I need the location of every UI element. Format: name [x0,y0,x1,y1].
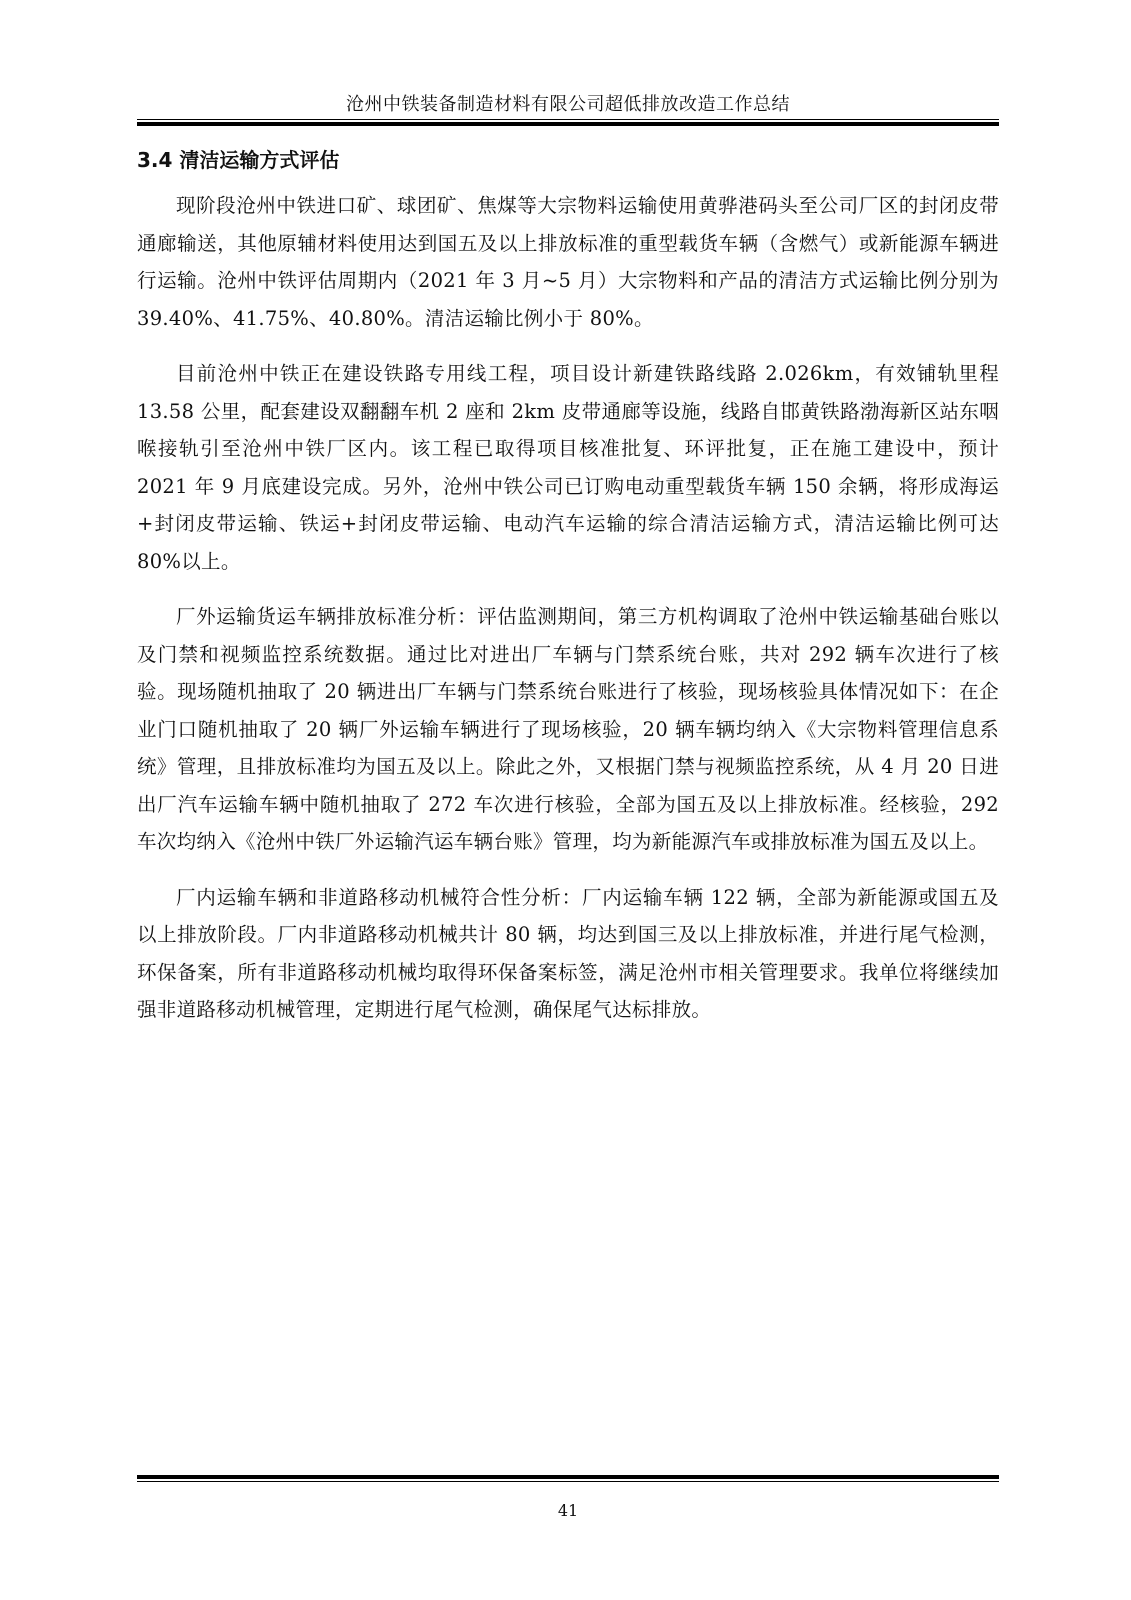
page-header: 沧州中铁装备制造材料有限公司超低排放改造工作总结 [346,94,790,115]
page-number: 41 [557,1501,579,1520]
header-rule-thick [137,122,999,126]
body-text [137,187,999,1047]
paragraph-railway-project: 目前沧州中铁正在建设铁路专用线工程，项目设计新建铁路线路 2.026km，有效铺轨里程 13.58 公里，配套建设双翻翻车机 2 座和 2km 皮带通廊等设施，线路自邯黄铁路渤海新区站东咽喉接轨引至沧州中铁厂区内。该工程已取得项目核准批复、环评批复，正在施工建设中，预计 2021 年 9 月底建设完成。另外，沧州中铁公司已订购电动重型载货车辆 150 余辆，将形成海运+封闭皮带运输、铁运+封闭皮带运输、电动汽车运输的综合清洁运输方式，清洁运输比例可达 80%以上。 [137,362,999,573]
section-title: 3.4 清洁运输方式评估 [137,148,340,172]
paragraph-external-vehicle-analysis: 厂外运输货运车辆排放标准分析：评估监测期间，第三方机构调取了沧州中铁运输基础台账以及门禁和视频监控系统数据。通过比对进出厂车辆与门禁系统台账，共对 292 辆车次进行了核验。现场随机抽取了 20 辆进出厂车辆与门禁系统台账进行了核验，现场核验具体情况如下：在企业门口随机抽取了 20 辆厂外运输车辆进行了现场核验，20 辆车辆均纳入《大宗物料管理信息系统》管理，且排放标准均为国五及以上。除此之外，又根据门禁与视频监控系统，从 4 月 20 日进出厂汽车运输车辆中随机抽取了 272 车次进行核验，全部为国五及以上排放标准。经核验，292 车次均纳入《沧州中铁厂外运输汽运车辆台账》管理，均为新能源汽车或排放标准为国五及以上。 [137,605,999,853]
footer-rule-thick [137,1475,999,1479]
footer-rule-thin [137,1481,999,1482]
paragraph-clean-transport-status: 现阶段沧州中铁进口矿、球团矿、焦煤等大宗物料运输使用黄骅港码头至公司厂区的封闭皮带通廊输送，其他原辅材料使用达到国五及以上排放标准的重型载货车辆（含燃气）或新能源车辆进行运输。沧州中铁评估周期内（2021 年 3 月~5 月）大宗物料和产品的清洁方式运输比例分别为 39.40%、41.75%、40.80%。清洁运输比例小于 80%。 [137,194,999,330]
header-rule-thin [137,119,999,120]
paragraph-internal-vehicle-analysis: 厂内运输车辆和非道路移动机械符合性分析：厂内运输车辆 122 辆，全部为新能源或国五及以上排放阶段。厂内非道路移动机械共计 80 辆，均达到国三及以上排放标准，并进行尾气检测，环保备案，所有非道路移动机械均取得环保备案标签，满足沧州市相关管理要求。我单位将继续加强非道路移动机械管理，定期进行尾气检测，确保尾气达标排放。 [137,885,999,1021]
